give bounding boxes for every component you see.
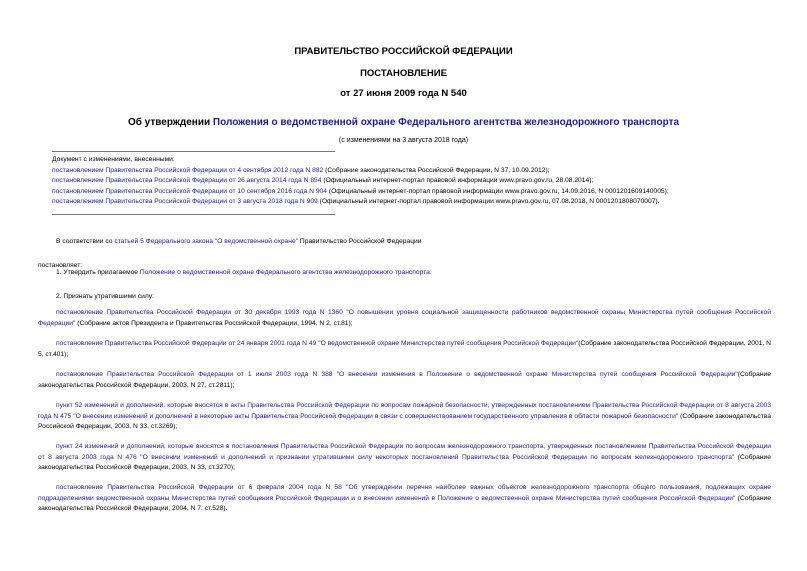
amendment-source: (Официальный интернет-портал правовой информации www.pravo.gov.ru, 28.08.2014); bbox=[321, 177, 594, 184]
amendments-intro: Документ с изменениями, внесенными: bbox=[52, 156, 175, 163]
repealed-act-item bbox=[38, 370, 771, 391]
repealed-act-link[interactable]: постановление Правительства Российской Федерации от 30 декабря 1993 года N 1360 "О повышении уровня социальной защищенности работников ведомственной охраны Министерства путей сообщения Российской Федерации" bbox=[38, 309, 771, 327]
repealed-act-link[interactable]: постановление Правительства Российской Федерации от 1 июля 2003 года N 388 "О внесении изменения в Положение о ведомственной охране Министерства путей сообщения Российской Федерации" bbox=[56, 371, 738, 378]
repealed-act-source: (Собрание актов Президента и Правительства Российской Федерации, 1994, N 2, ст.81); bbox=[75, 319, 353, 327]
repealed-act-item bbox=[38, 401, 771, 433]
repealed-act-link[interactable]: постановление Правительства Российской Федерации от 6 февраля 2004 года N 58 "Об утверждении перечня наиболее важных объектов железнодорожного транспорта общего пользования, подлежащих охране подразделениями ведомственной охраны Министерства путей сообщения Российской Федерации и о внесении изменений в Положение о ведомственной охране Министерства путей сообщения Российской Федерации" bbox=[38, 484, 771, 502]
repealed-act-link[interactable]: постановление Правительства Российской Федерации от 24 января 2001 года N 49 "О ведомственной охране Министерства путей сообщения Российской Федерации" bbox=[56, 340, 579, 347]
title-regulation-link[interactable]: Положения о ведомственной охране Федерального агентства железнодорожного транспорта bbox=[212, 117, 680, 128]
repealed-act-source: (Собрание законодательства Российской Федерации, 2003, N 33, ст.3269); bbox=[38, 412, 771, 431]
issuing-authority: ПРАВИТЕЛЬСТВО РОССИЙСКОЙ ФЕДЕРАЦИИ bbox=[294, 46, 513, 57]
point-2: 2. Признать утратившими силу: bbox=[56, 293, 154, 300]
amendment-source: (Официальный интернет-портал правовой информации www.pravo.gov.ru, 07.08.2018, N 0001201808070007). bbox=[317, 198, 660, 205]
decree-word: постановляет: bbox=[38, 262, 83, 269]
amendment-item bbox=[52, 166, 772, 177]
repealed-act-source: (Собрание законодательства Российской Федерации, 2004, N 7, ст.528). bbox=[38, 494, 771, 513]
amendment-item bbox=[52, 187, 772, 198]
legal-basis-paragraph bbox=[56, 237, 422, 248]
document-title bbox=[0, 117, 807, 128]
repealed-act-source: (Собрание законодательства Российской Федерации, 2003, N 27, ст.2811); bbox=[38, 371, 771, 389]
repealed-act-item bbox=[38, 442, 771, 474]
basis-prefix: В соответствии со bbox=[56, 238, 115, 245]
basis-suffix: Правительство Российской Федерации bbox=[298, 238, 422, 245]
amendment-link[interactable]: постановлением Правительства Российской Федерации от 3 августа 2018 года N 909 bbox=[52, 198, 318, 205]
amendment-link[interactable]: постановлением Правительства Российской Федерации от 26 августа 2014 года N 854 bbox=[52, 177, 322, 184]
document-date-number: от 27 июня 2009 года N 540 bbox=[340, 88, 467, 99]
repealed-act-item bbox=[38, 339, 771, 360]
revision-note: (с изменениями на 3 августа 2018 года) bbox=[338, 137, 469, 144]
amendment-source: (Собрание законодательства Российской Федерации, N 37, 10.09.2012); bbox=[323, 166, 550, 174]
title-prefix: Об утверждении bbox=[127, 117, 213, 128]
amendment-link[interactable]: постановлением Правительства Российской Федерации от 10 сентября 2016 года N 904 bbox=[52, 187, 327, 195]
amendment-item bbox=[52, 176, 772, 187]
document-type: ПОСТАНОВЛЕНИЕ bbox=[360, 68, 447, 79]
point-1 bbox=[56, 268, 432, 279]
amendment-source: (Официальный интернет-портал правовой информации www.pravo.gov.ru, 14.09.2016, N 0001201609140005); bbox=[326, 187, 669, 195]
regulation-link[interactable]: Положение о ведомственной охране Федерального агентства железнодорожного транспорта bbox=[139, 269, 430, 276]
repealed-act-link[interactable]: пункт 24 изменений и дополнений, которые вносятся в постановления Правительства Российской Федерации по вопросам железнодорожного транспорта, утвержденных постановлением Правительства Российской Федерации от 8 августа 2003 года N 476 "О внесении изменений и дополнений и признании утратившими силу некоторых постановлений Правительства Российской Федерации по вопросам железнодорожного транспорта" bbox=[38, 443, 771, 461]
divider-top bbox=[52, 151, 335, 152]
amendments-block bbox=[52, 155, 772, 208]
repealed-act-source: (Собрание законодательства Российской Федерации, 2003, N 33, ст.3270); bbox=[38, 453, 771, 472]
amendment-item bbox=[52, 197, 772, 208]
divider-bottom bbox=[52, 214, 335, 215]
repealed-act-link[interactable]: пункт 52 изменений и дополнений, которые вносятся в акты Правительства Российской Федерации по вопросам пожарной безопасности, утвержденных постановлением Правительства Российской Федерации от 8 августа 2003 года N 475 "О внесении изменений и дополнений в некоторые акты Правительства Российской Федерации в связи с совершенствованием государственного управления в области пожарной безопасности" bbox=[38, 402, 771, 420]
repealed-act-source: (Собрание законодательства Российской Федерации, 2001, N 5, ст.401); bbox=[38, 340, 771, 358]
amendment-link[interactable]: постановлением Правительства Российской Федерации от 4 сентября 2012 года N 882 bbox=[52, 166, 324, 174]
federal-law-link[interactable]: статьей 5 Федерального закона "О ведомственной охране" bbox=[114, 238, 299, 245]
repealed-act-item bbox=[38, 308, 771, 329]
repealed-act-item bbox=[38, 483, 771, 515]
point-1-suffix: . bbox=[429, 269, 432, 276]
point-1-prefix: 1. Утвердить прилагаемое bbox=[56, 269, 140, 276]
